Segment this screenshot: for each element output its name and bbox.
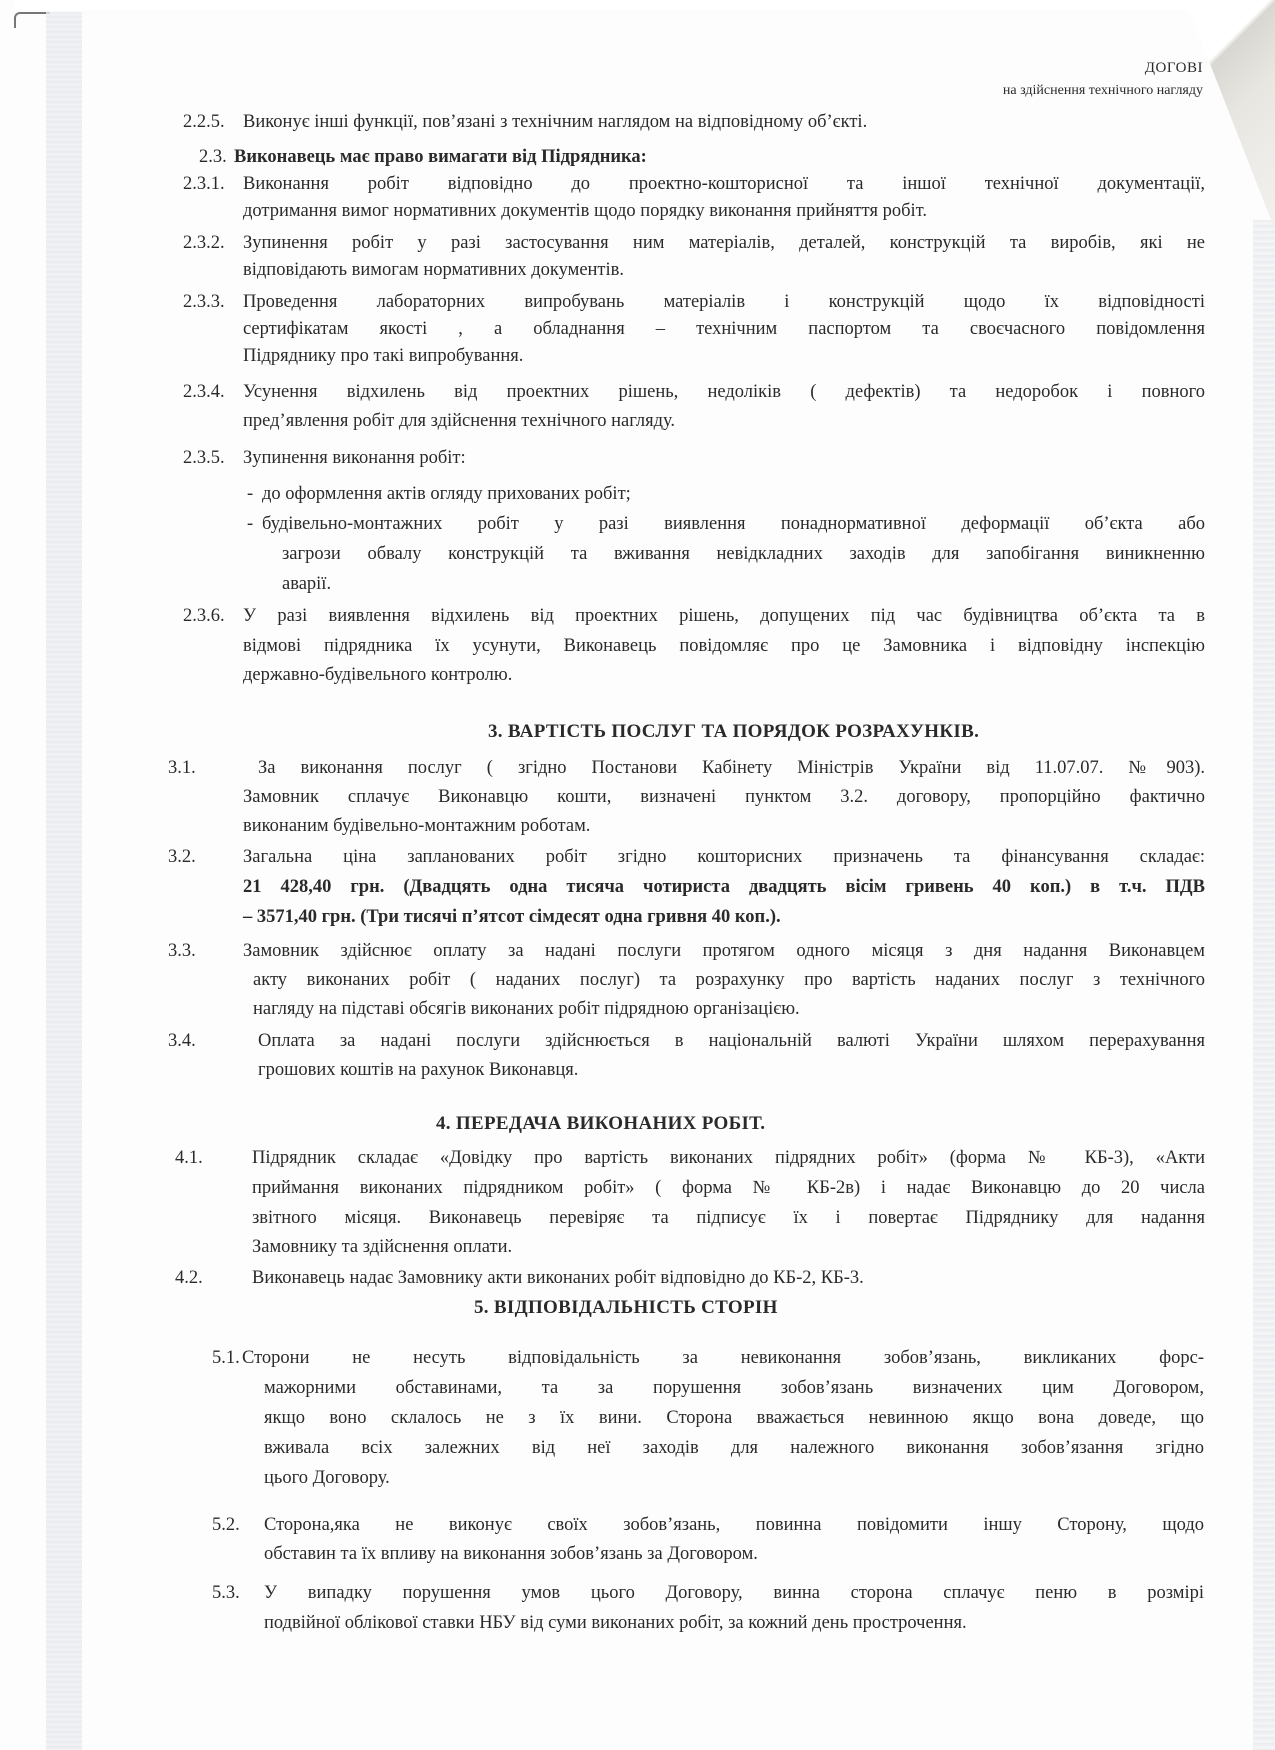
clause-text: виконаним будівельно-монтажним роботам. — [243, 816, 591, 836]
clause-text: Виконавець надає Замовнику акти виконаних робіт відповідно до КБ-2, КБ-3. — [252, 1268, 864, 1288]
clause-number: 3.1. — [168, 758, 196, 778]
clause-number: 4.1. — [175, 1148, 203, 1168]
clause-text: Підряднику про такі випробування. — [243, 346, 524, 366]
amount-text: 21 428,40 грн. (Двадцять одна тисяча чотириста двадцять вісім гривень 40 коп.) в т.ч. ПДВ — [243, 877, 1205, 897]
clause-text: сертифікатам якості , а обладнання – технічним паспортом та своєчасного повідомлення — [243, 319, 1205, 339]
clause-text: Замовник здійснює оплату за надані послуги протягом одного місяця з дня надання Виконавцем — [243, 941, 1205, 961]
clause-text: державно-будівельного контролю. — [243, 665, 513, 685]
clause-text: Сторони не несуть відповідальність за невиконання зобов’язань, викликаних форс- — [242, 1348, 1204, 1368]
top-edge — [14, 0, 1214, 10]
clause-number: 2.3.4. — [183, 382, 225, 402]
header-title: ДОГОВІ — [1144, 60, 1203, 76]
scan-right-shadow — [1253, 220, 1275, 1750]
clause-text: приймання виконаних підрядником робіт» ( форма № КБ-2в) і надає Виконавцю до 20 числа — [252, 1178, 1205, 1198]
clause-text: обставин та їх впливу на виконання зобов’язань за Договором. — [264, 1544, 758, 1564]
section-heading: 5. ВІДПОВІДАЛЬНІСТЬ СТОРІН — [474, 1297, 778, 1318]
clause-text: Виконує інші функції, пов’язані з технічним наглядом на відповідному об’єкті. — [243, 112, 868, 132]
clause-number: 2.3. — [199, 147, 227, 167]
scan-left-strip — [46, 12, 82, 1750]
clause-number: 2.3.1. — [183, 174, 225, 194]
clause-text: пред’явлення робіт для здійснення технічного нагляду. — [243, 411, 676, 431]
clause-text: Загальна ціна запланованих робіт згідно кошторисних призначень та фінансування складає: — [243, 847, 1205, 867]
bullet-text: до оформлення актів огляду прихованих робіт; — [262, 484, 631, 504]
header-subtitle: на здійснення технічного нагляду — [1002, 83, 1203, 98]
bullet-dash: - — [247, 484, 254, 504]
bullet-text: будівельно-монтажних робіт у разі виявлення понаднормативної деформації об’єкта або — [262, 514, 1205, 534]
clause-heading: Виконавець має право вимагати від Підрядника: — [234, 147, 647, 167]
clause-text: подвійної облікової ставки НБУ від суми виконаних робіт, за кожний день прострочення. — [264, 1613, 967, 1633]
clause-text: У разі виявлення відхилень від проектних рішень, допущених під час будівництва об’єкта та в — [243, 606, 1205, 626]
clause-number: 2.3.5. — [183, 448, 225, 468]
clause-text: мажорними обставинами, та за порушення зобов’язань визначених цим Договором, — [264, 1378, 1204, 1398]
clause-text: вживала всіх залежних від неї заходів для належного виконання зобов’язання згідно — [264, 1438, 1204, 1458]
clause-text: якщо воно склалось не з їх вини. Сторона вважається невинною якщо вона доведе, що — [264, 1408, 1204, 1428]
section-heading: 3. ВАРТІСТЬ ПОСЛУГ ТА ПОРЯДОК РОЗРАХУНКІВ. — [488, 721, 980, 742]
clause-text: Зупинення робіт у разі застосування ним матеріалів, деталей, конструкцій та виробів, які не — [243, 233, 1205, 253]
clause-text: Виконання робіт відповідно до проектно-кошторисної та іншої технічної документації, — [243, 174, 1205, 194]
bullet-text: аварії. — [282, 574, 332, 594]
vat-amount: – 3571,40 грн — [243, 907, 351, 927]
bullet-dash: - — [247, 514, 254, 534]
folded-corner — [1125, 0, 1275, 230]
clause-number: 5.1. — [212, 1348, 240, 1368]
clause-text: відповідають вимогам нормативних документів. — [243, 260, 625, 280]
vat-words: . (Три тисячі п’ятсот сімдесят одна гривня 40 коп.). — [350, 907, 781, 927]
clause-text: цього Договору. — [264, 1468, 390, 1488]
clause-text: акту виконаних робіт ( наданих послуг) та розрахунку про вартість наданих послуг з технічного — [253, 970, 1205, 990]
clause-text: Замовнику та здійснення оплати. — [252, 1237, 513, 1257]
clause-number: 3.3. — [168, 941, 196, 961]
clause-text: грошових коштів на рахунок Виконавця. — [258, 1060, 579, 1080]
clause-number: 3.4. — [168, 1031, 196, 1051]
corner-mark — [14, 12, 50, 28]
clause-number: 5.3. — [212, 1583, 240, 1603]
clause-text: У випадку порушення умов цього Договору, винна сторона сплачує пеню в розмірі — [264, 1583, 1204, 1603]
clause-text: Підрядник складає «Довідку про вартість виконаних підрядних робіт» (форма № КБ-3), «Акти — [252, 1148, 1205, 1168]
clause-text: Усунення відхилень від проектних рішень, недоліків ( дефектів) та недоробок і повного — [243, 382, 1205, 402]
clause-number: 2.3.6. — [183, 606, 225, 626]
clause-text: Замовник сплачує Виконавцю кошти, визначені пунктом 3.2. договору, пропорційно фактично — [243, 787, 1205, 807]
section-heading: 4. ПЕРЕДАЧА ВИКОНАНИХ РОБІТ. — [436, 1113, 766, 1134]
clause-text: відмові підрядника їх усунути, Виконавець повідомляє про це Замовника і відповідну інспекцію — [243, 636, 1205, 656]
clause-number: 5.2. — [212, 1515, 240, 1535]
clause-number: 2.3.2. — [183, 233, 225, 253]
clause-text: нагляду на підставі обсягів виконаних робіт підрядною організацією. — [253, 999, 800, 1019]
clause-text: звітного місяця. Виконавець перевіряє та підписує їх і повертає Підряднику для надання — [252, 1208, 1205, 1228]
clause-text: Сторона,яка не виконує своїх зобов’язань, повинна повідомити іншу Сторону, щодо — [264, 1515, 1204, 1535]
clause-number: 2.3.3. — [183, 292, 225, 312]
clause-text: За виконання послуг ( згідно Постанови Кабінету Міністрів України від 11.07.07. №903). — [258, 758, 1205, 778]
clause-number: 3.2. — [168, 847, 196, 867]
clause-text: дотримання вимог нормативних документів щодо порядку виконання прийняття робіт. — [243, 201, 927, 221]
clause-text: Проведення лабораторних випробувань матеріалів і конструкцій щодо їх відповідності — [243, 292, 1205, 312]
clause-text: Зупинення виконання робіт: — [243, 448, 466, 468]
vat-text — [243, 906, 781, 928]
clause-text: Оплата за надані послуги здійснюється в національній валюті України шляхом перерахування — [258, 1031, 1205, 1051]
bullet-text: загрози обвалу конструкцій та вживання невідкладних заходів для запобігання виникненню — [282, 544, 1205, 564]
clause-number: 2.2.5. — [183, 112, 225, 132]
clause-number: 4.2. — [175, 1268, 203, 1288]
